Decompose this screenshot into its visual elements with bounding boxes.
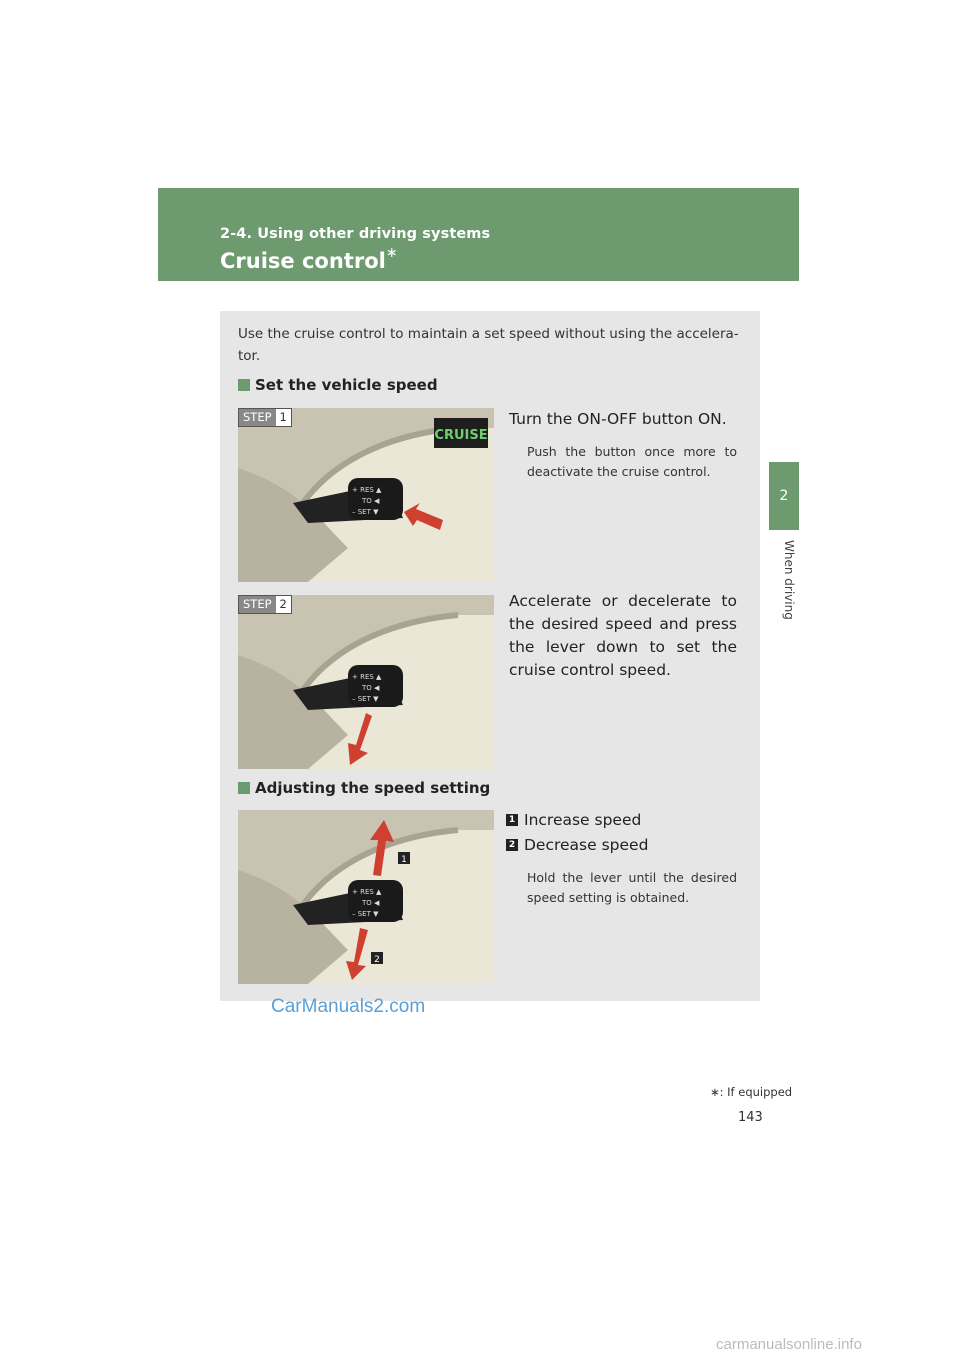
cruise-indicator: CRUISE bbox=[434, 428, 488, 443]
step2-main-text: Accelerate or decelerate to the desired speed and press the lever down to set the cruise control speed. bbox=[509, 592, 737, 679]
site-watermark: carmanualsonline.info bbox=[716, 1336, 862, 1353]
svg-text:– SET ▼: – SET ▼ bbox=[352, 910, 379, 918]
heading-set-speed bbox=[238, 376, 438, 394]
illus-num-2: 2 bbox=[374, 955, 380, 965]
svg-text:+ RES ▲: + RES ▲ bbox=[352, 486, 382, 494]
step1-badge-number: 1 bbox=[279, 410, 287, 424]
adjust-note: Hold the lever until the desired speed setting is obtained. bbox=[527, 870, 737, 905]
adjust-item-1 bbox=[506, 811, 641, 829]
svg-text:– SET ▼: – SET ▼ bbox=[352, 695, 379, 703]
header-band bbox=[158, 188, 799, 281]
chapter-label: When driving bbox=[782, 540, 796, 620]
svg-text:– SET ▼: – SET ▼ bbox=[352, 508, 379, 516]
heading-square-icon bbox=[238, 782, 250, 794]
adjust-item-1-label: Increase speed bbox=[524, 811, 642, 829]
equipped-mark: ∗ bbox=[385, 245, 398, 261]
chapter-tab: 2 bbox=[769, 462, 799, 530]
svg-text:TO ◀: TO ◀ bbox=[362, 684, 380, 692]
adjust-item-2-label: Decrease speed bbox=[524, 836, 649, 854]
page-title-text: Cruise control bbox=[220, 249, 386, 273]
intro-text: Use the cruise control to maintain a set speed without using the accelera-tor. bbox=[238, 326, 739, 364]
step1-main-text: Turn the ON-OFF button ON. bbox=[509, 410, 727, 428]
heading-set-speed-label: Set the vehicle speed bbox=[255, 376, 438, 394]
watermark: CarManuals2.com bbox=[271, 996, 426, 1017]
heading-square-icon bbox=[238, 379, 250, 391]
svg-text:TO ◀: TO ◀ bbox=[362, 899, 380, 907]
section-label: 2-4. Using other driving systems bbox=[220, 226, 491, 242]
page-title bbox=[220, 245, 398, 273]
illus-num-1: 1 bbox=[401, 855, 407, 865]
adjust-illustration bbox=[238, 810, 494, 984]
content-box bbox=[220, 311, 760, 1001]
page-number: 143 bbox=[738, 1110, 763, 1125]
footnote: ∗: If equipped bbox=[710, 1085, 793, 1099]
step2-badge-number: 2 bbox=[279, 597, 287, 611]
heading-adjust-speed-label: Adjusting the speed setting bbox=[255, 779, 491, 797]
num-2-icon: 2 bbox=[506, 839, 518, 851]
step1-illustration bbox=[238, 408, 494, 582]
step2-illustration bbox=[238, 595, 494, 769]
step2-badge bbox=[238, 595, 292, 614]
heading-adjust-speed bbox=[238, 779, 490, 797]
step1-sub-text: Push the button once more to deactivate the cruise control. bbox=[527, 444, 737, 479]
adjust-item-2 bbox=[506, 836, 648, 854]
step1-badge-word: STEP bbox=[239, 409, 276, 426]
svg-text:+ RES ▲: + RES ▲ bbox=[352, 888, 382, 896]
num-1-icon: 1 bbox=[506, 814, 518, 826]
svg-text:TO ◀: TO ◀ bbox=[362, 497, 380, 505]
step1-badge bbox=[238, 408, 292, 427]
step2-badge-word: STEP bbox=[239, 596, 276, 613]
svg-text:+ RES ▲: + RES ▲ bbox=[352, 673, 382, 681]
